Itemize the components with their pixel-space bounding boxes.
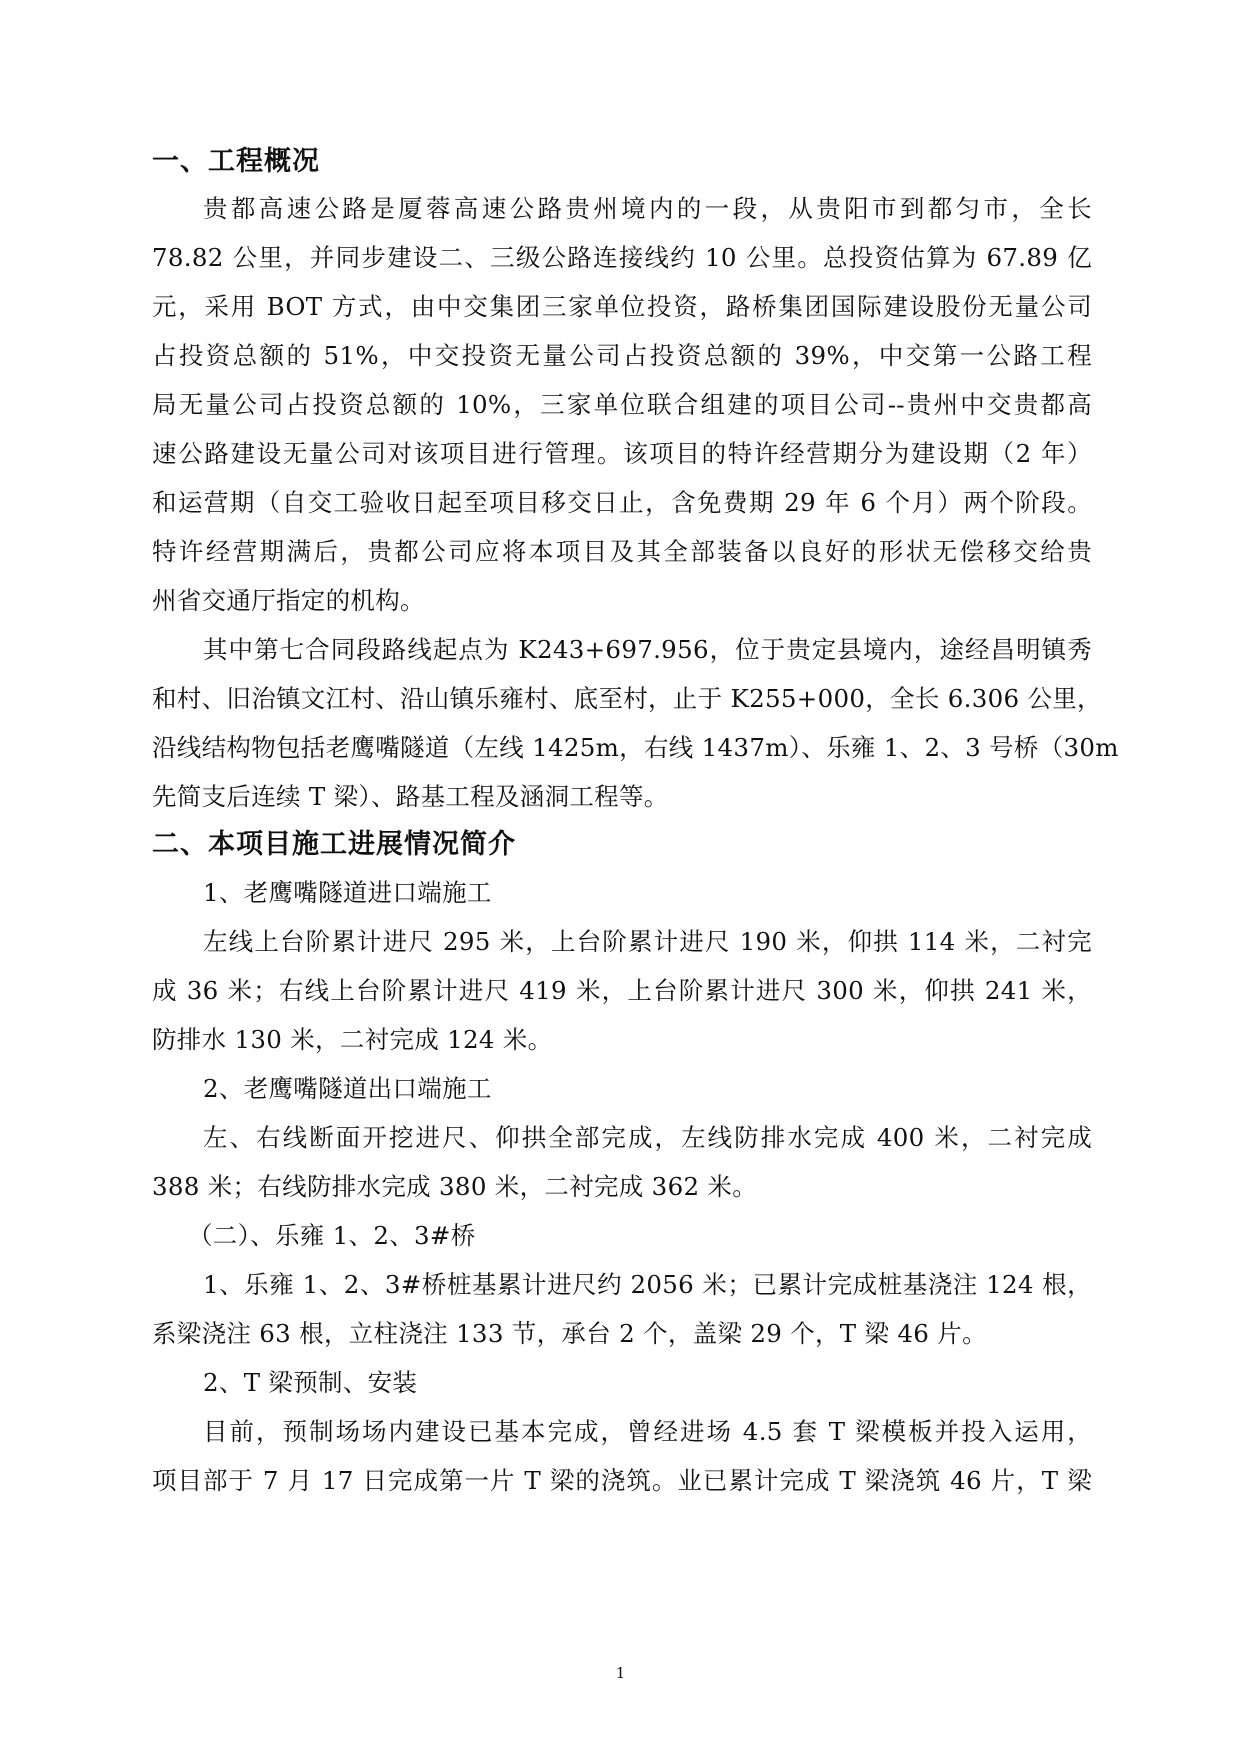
paragraph-line: 占投资总额的 51%，中交投资无量公司占投资总额的 39%，中交第一公路工程 — [152, 341, 1092, 370]
page-number: 1 — [615, 1664, 626, 1682]
paragraph-line: 其中第七合同段路线起点为 K243+697.956，位于贵定县境内，途经昌明镇秀 — [203, 635, 1092, 664]
paragraph-line: 局无量公司占投资总额的 10%，三家单位联合组建的项目公司--贵州中交贵都高 — [152, 390, 1092, 419]
paragraph-line: 388 米；右线防排水完成 380 米，二衬完成 362 米。 — [152, 1172, 758, 1201]
paragraph-line: 左、右线断面开挖进尺、仰拱全部完成，左线防排水完成 400 米，二衬完成 — [203, 1123, 1092, 1152]
paragraph-line: 元，采用 BOT 方式，由中交集团三家单位投资，路桥集团国际建设股份无量公司 — [152, 292, 1092, 321]
subsection-heading: 1、老鹰嘴隧道进口端施工 — [203, 878, 492, 907]
paragraph-line: 和村、旧治镇文江村、沿山镇乐雍村、底至村，止于 K255+000，全长 6.306 公里， — [152, 684, 1102, 713]
paragraph-line: 先简支后连续 T 梁）、路基工程及涵洞工程等。 — [152, 782, 669, 811]
subsection-heading: 2、T 梁预制、安装 — [203, 1368, 418, 1397]
section-heading-overview: 一、工程概况 — [152, 146, 320, 177]
paragraph-line: 目前，预制场场内建设已基本完成，曾经进场 4.5 套 T 梁模板并投入运用， — [203, 1417, 1092, 1446]
paragraph-line: 贵都高速公路是厦蓉高速公路贵州境内的一段，从贵阳市到都匀市，全长 — [203, 194, 1092, 223]
paragraph-line: 特许经营期满后，贵都公司应将本项目及其全部装备以良好的形状无偿移交给贵 — [152, 537, 1092, 566]
paragraph-line: 1、乐雍 1、2、3#桥桩基累计进尺约 2056 米；已累计完成桩基浇注 124 根， — [203, 1270, 1092, 1299]
paragraph-line: 左线上台阶累计进尺 295 米，上台阶累计进尺 190 米，仰拱 114 米，二衬完 — [203, 927, 1092, 956]
paragraph-line: 成 36 米；右线上台阶累计进尺 419 米，上台阶累计进尺 300 米，仰拱 241 米， — [152, 976, 1092, 1005]
subsection-heading: （二）、乐雍 1、2、3#桥 — [188, 1221, 476, 1250]
paragraph-line: 州省交通厅指定的机构。 — [152, 586, 425, 615]
paragraph-line: 沿线结构物包括老鹰嘴隧道（左线 1425m，右线 1437m）、乐雍 1、2、3 号桥（30m — [152, 733, 1119, 762]
paragraph-line: 和运营期（自交工验收日起至项目移交日止，含免费期 29 年 6 个月）两个阶段。 — [152, 488, 1092, 517]
paragraph-line: 防排水 130 米，二衬完成 124 米。 — [152, 1025, 553, 1054]
paragraph-line: 系梁浇注 63 根，立柱浇注 133 节，承台 2 个，盖梁 29 个，T 梁 46 片。 — [152, 1319, 987, 1348]
section-heading-progress: 二、本项目施工进展情况简介 — [152, 829, 516, 860]
paragraph-line: 项目部于 7 月 17 日完成第一片 T 梁的浇筑。业已累计完成 T 梁浇筑 46 片，T 梁 — [152, 1466, 1092, 1495]
paragraph-line: 78.82 公里，并同步建设二、三级公路连接线约 10 公里。总投资估算为 67.89 亿 — [152, 243, 1092, 272]
paragraph-line: 速公路建设无量公司对该项目进行管理。该项目的特许经营期分为建设期（2 年） — [152, 439, 1092, 468]
subsection-heading: 2、老鹰嘴隧道出口端施工 — [203, 1074, 492, 1103]
